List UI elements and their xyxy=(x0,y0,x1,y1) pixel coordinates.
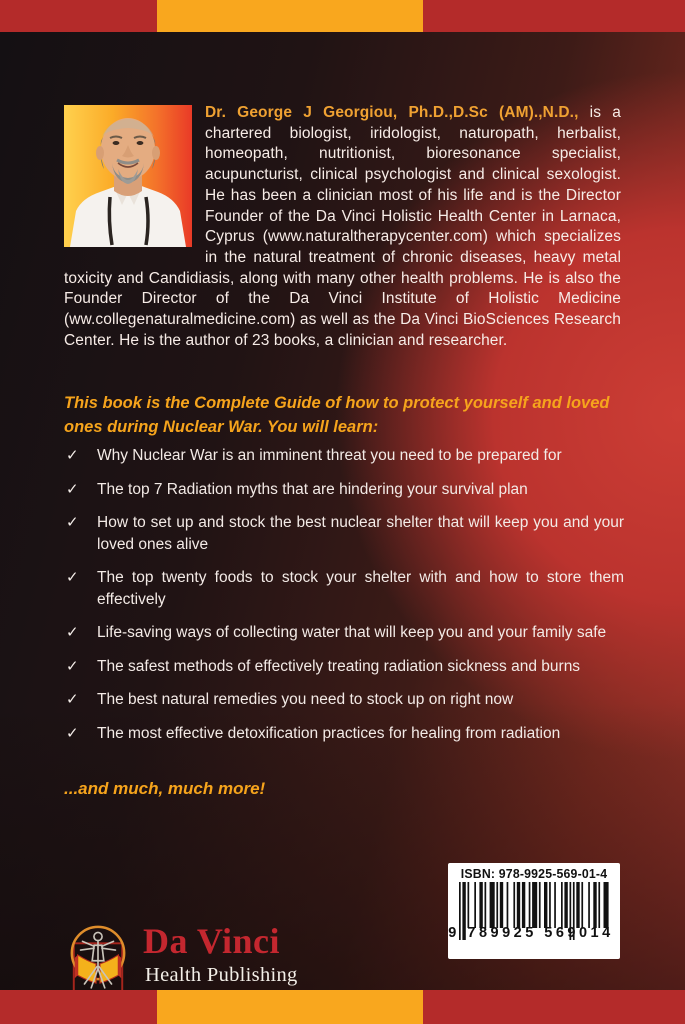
bottom-border-strip xyxy=(0,990,685,1024)
list-item: ✓ The best natural remedies you need to stock up on right now xyxy=(66,689,624,711)
author-name: Dr. George J Georgiou, Ph.D.,D.Sc (AM).,N.D., xyxy=(205,104,579,121)
check-icon: ✓ xyxy=(66,569,79,586)
author-bio xyxy=(64,103,621,351)
publisher-tagline: Health Publishing xyxy=(145,964,298,986)
author-bio-text: is a chartered biologist, iridologist, naturopath, herbalist, homeopath, nutritionist, bioresonance specialist, acupuncturist, clinical psychologist and clinical sexologist. He has been a clinician most of his life and is the Director Founder of the Da Vinci Holistic Health Center in Larnaca, Cyprus (www.naturaltherapycenter.com) which specializes in the natural treatment of chronic diseases, heavy metal toxicity and Candidiasis, along with many other health problems. He is also the Founder Director of the Da Vinci Institute of Holistic Medicine (ww.collegenaturalmedicine.com) as well as the Da Vinci BioSciences Research Center. He is the author of 23 books, a clinician and researcher. xyxy=(64,104,621,349)
top-gold-block xyxy=(157,0,423,32)
check-icon: ✓ xyxy=(66,447,79,464)
cover-body xyxy=(0,32,685,990)
author-photo xyxy=(64,105,192,247)
and-much-more: ...and much, much more! xyxy=(64,779,266,798)
check-icon: ✓ xyxy=(66,480,79,498)
list-item: ✓ Life-saving ways of collecting water that will keep you and your family safe xyxy=(66,622,624,644)
list-item: ✓ How to set up and stock the best nuclear shelter that will keep you and your loved ones alive xyxy=(66,512,624,555)
list-item: ✓ The top twenty foods to stock your shelter with and how to store them effectively xyxy=(66,567,624,610)
bottom-gold-block xyxy=(157,990,423,1024)
check-icon: ✓ xyxy=(66,514,79,531)
top-border-strip xyxy=(0,0,685,32)
publisher-logo xyxy=(64,888,324,998)
check-icon: ✓ xyxy=(66,691,79,708)
pitch-heading: This book is the Complete Guide of how to protect yourself and loved ones during Nuclear War. You will learn: xyxy=(64,394,610,436)
list-item: ✓ The most effective detoxification practices for healing from radiation xyxy=(66,723,624,745)
list-item: ✓ Why Nuclear War is an imminent threat you need to be prepared for xyxy=(66,445,624,467)
isbn-digits: 9 789925 569014 xyxy=(448,925,614,941)
check-icon: ✓ xyxy=(66,624,79,641)
check-icon: ✓ xyxy=(66,724,79,742)
isbn-barcode xyxy=(448,863,620,959)
isbn-label: ISBN: 978-9925-569-01-4 xyxy=(460,866,608,881)
check-icon: ✓ xyxy=(66,657,79,675)
learn-list xyxy=(66,445,624,756)
list-item: ✓ The top 7 Radiation myths that are hindering your survival plan xyxy=(66,479,624,501)
author-portrait-illustration xyxy=(64,105,192,247)
vitruvian-man-icon xyxy=(67,922,129,1000)
publisher-name: Da Vinci xyxy=(143,921,281,961)
list-item: ✓ The safest methods of effectively treating radiation sickness and burns xyxy=(66,656,624,678)
